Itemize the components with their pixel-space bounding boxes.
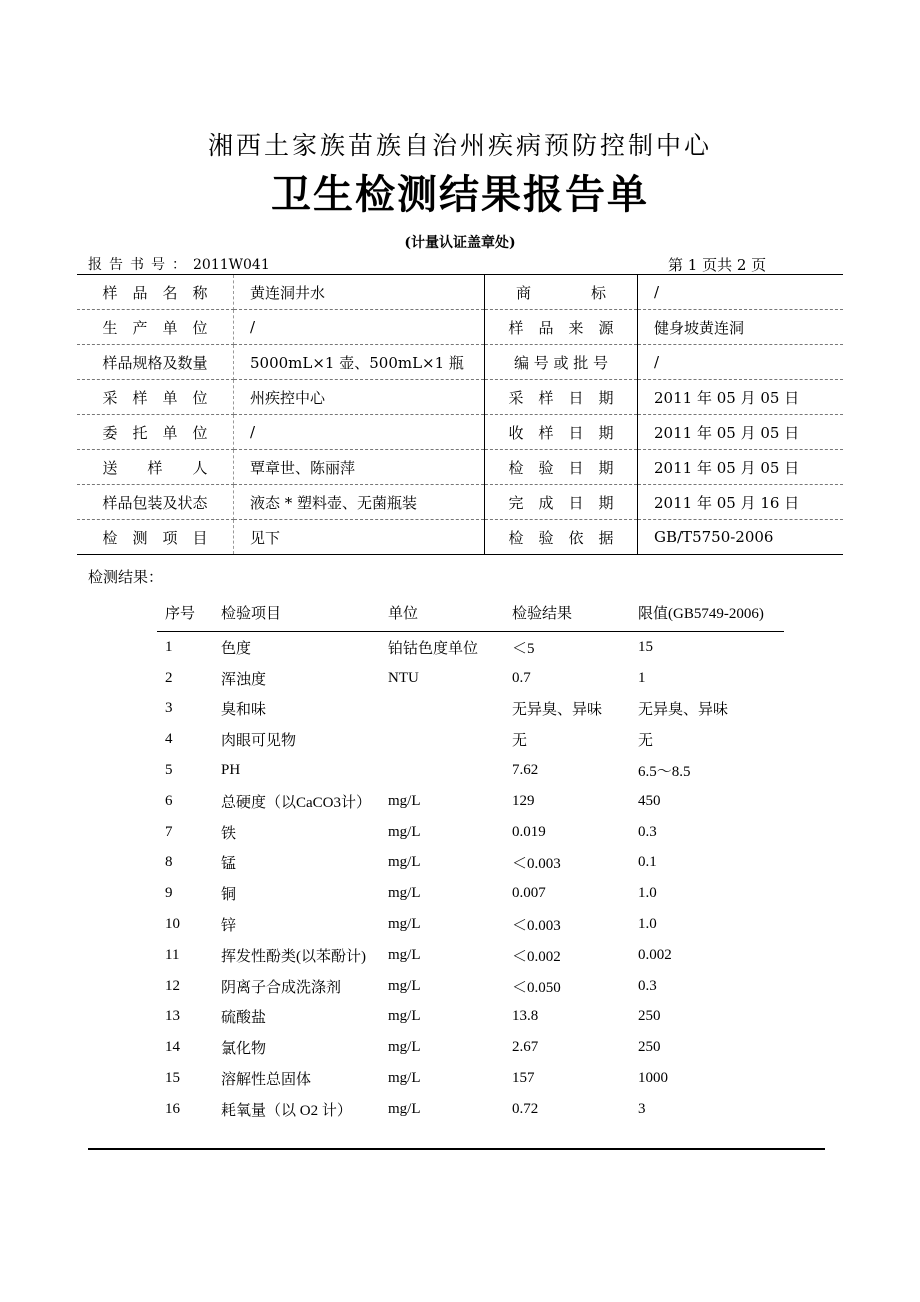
- info-value: 健身坡黄连洞: [638, 310, 844, 345]
- info-value: 液态 * 塑料壶、无菌瓶装: [234, 485, 485, 520]
- result-limit: 3: [638, 1100, 646, 1117]
- result-unit: mg/L: [388, 823, 421, 840]
- info-label: 样品规格及数量: [77, 345, 234, 380]
- report-title: 卫生检测结果报告单: [271, 171, 649, 218]
- result-limit: 无异臭、异味: [638, 702, 729, 719]
- info-value: 黄连洞井水: [234, 275, 485, 310]
- result-no: 14: [165, 1039, 180, 1056]
- report-number-line: [88, 254, 270, 274]
- col-header-unit: 单位: [388, 594, 512, 632]
- result-unit: [388, 755, 512, 786]
- results-label: 检测结果：: [88, 568, 164, 586]
- result-unit: mg/L: [388, 977, 421, 994]
- result-value: ＜5: [512, 640, 535, 657]
- result-row: [157, 663, 784, 694]
- result-limit: 250: [638, 1008, 661, 1025]
- result-no: 11: [165, 946, 180, 963]
- result-no: 9: [165, 885, 173, 902]
- result-no: 8: [165, 854, 173, 871]
- result-limit: 1000: [638, 1070, 668, 1087]
- result-no: 10: [165, 916, 180, 933]
- info-label: 委 托 单 位: [77, 415, 234, 450]
- result-no: 7: [165, 823, 173, 840]
- result-limit: 0.002: [638, 946, 672, 963]
- info-label: 检 验 依 据: [485, 520, 638, 555]
- result-value: 13.8: [512, 1008, 539, 1025]
- result-limit: 15: [638, 638, 653, 655]
- result-no: 2: [165, 669, 173, 686]
- result-value: 无异臭、异味: [512, 702, 603, 719]
- info-value: /: [234, 415, 485, 450]
- result-unit: mg/L: [388, 1100, 421, 1117]
- info-label: 样 品 来 源: [485, 310, 638, 345]
- result-row: [157, 694, 784, 725]
- result-unit: [388, 724, 512, 755]
- info-row: [77, 345, 843, 380]
- info-label: 收 样 日 期: [485, 415, 638, 450]
- report-number: 2011W041: [193, 257, 270, 273]
- info-value: GB/T5750-2006: [638, 520, 844, 555]
- info-value: 州疾控中心: [234, 380, 485, 415]
- result-item: 阴离子合成洗涤剂: [221, 979, 342, 996]
- info-row: [77, 415, 843, 450]
- result-value: 无: [512, 733, 528, 750]
- info-value: /: [638, 345, 844, 380]
- info-value: 2011 年 05 月 16 日: [638, 485, 844, 520]
- info-value: 2011 年 05 月 05 日: [638, 380, 844, 415]
- info-value: /: [234, 310, 485, 345]
- result-item: 锌: [221, 918, 237, 935]
- info-value: 5000mL×1 壶、500mL×1 瓶: [234, 345, 485, 380]
- info-label: 生 产 单 位: [77, 310, 234, 345]
- result-unit: mg/L: [388, 916, 421, 933]
- result-no: 6: [165, 792, 173, 809]
- sample-info-table: [77, 274, 843, 555]
- result-no: 1: [165, 638, 173, 655]
- info-label: 送 样 人: [77, 450, 234, 485]
- organization-name: 湘西土家族苗族自治州疾病预防控制中心: [207, 131, 712, 160]
- result-row: [157, 848, 784, 879]
- result-item: 铁: [221, 825, 237, 842]
- result-unit: mg/L: [388, 885, 421, 902]
- result-item: 肉眼可见物: [221, 733, 297, 750]
- result-no: 4: [165, 731, 173, 748]
- result-unit: mg/L: [388, 792, 421, 809]
- result-no: 12: [165, 977, 180, 994]
- result-row: [157, 786, 784, 817]
- result-value: 129: [512, 792, 535, 809]
- result-row: [157, 971, 784, 1002]
- result-no: 13: [165, 1008, 180, 1025]
- info-label: 采 样 单 位: [77, 380, 234, 415]
- result-value: 157: [512, 1070, 535, 1087]
- result-unit: mg/L: [388, 1070, 421, 1087]
- result-row: [157, 909, 784, 940]
- result-row: [157, 940, 784, 971]
- result-limit: 1: [638, 669, 646, 686]
- info-row: [77, 380, 843, 415]
- result-row: [157, 724, 784, 755]
- result-limit: 6.5～8.5: [638, 764, 691, 781]
- result-item: 硫酸盐: [221, 1010, 267, 1027]
- report-number-label: 报告书号：: [88, 257, 193, 273]
- result-item: PH: [221, 762, 241, 779]
- result-item: 臭和味: [221, 702, 267, 719]
- info-value: 2011 年 05 月 05 日: [638, 450, 844, 485]
- result-value: 0.007: [512, 885, 546, 902]
- result-unit: mg/L: [388, 1008, 421, 1025]
- result-item: 耗氧量（以 O2 计）: [221, 1102, 352, 1119]
- result-unit: 铂钴色度单位: [388, 640, 479, 657]
- info-value: /: [638, 275, 844, 310]
- result-item: 铜: [221, 887, 237, 904]
- result-item: 氯化物: [221, 1041, 267, 1058]
- result-value: 0.019: [512, 823, 546, 840]
- result-value: 7.62: [512, 762, 539, 779]
- result-unit: mg/L: [388, 1039, 421, 1056]
- result-limit: 250: [638, 1039, 661, 1056]
- result-row: [157, 1002, 784, 1033]
- info-row: [77, 310, 843, 345]
- result-value: 0.72: [512, 1100, 539, 1117]
- result-no: 5: [165, 762, 173, 779]
- result-item: 挥发性酚类(以苯酚计): [221, 948, 366, 965]
- seal-note: (计量认证盖章处): [404, 235, 516, 251]
- result-item: 锰: [221, 856, 237, 873]
- result-limit: 无: [638, 733, 654, 750]
- result-row: [157, 817, 784, 848]
- results-header-row: [157, 594, 784, 632]
- result-limit: 1.0: [638, 885, 657, 902]
- result-limit: 0.3: [638, 823, 657, 840]
- result-unit: [388, 694, 512, 725]
- info-label: 检 测 项 目: [77, 520, 234, 555]
- info-label: 检 验 日 期: [485, 450, 638, 485]
- result-limit: 0.1: [638, 854, 657, 871]
- result-no: 15: [165, 1070, 180, 1087]
- result-row: [157, 1063, 784, 1094]
- info-label: 完 成 日 期: [485, 485, 638, 520]
- result-row: [157, 1032, 784, 1063]
- result-value: ＜0.003: [512, 856, 561, 873]
- info-label: 样品包装及状态: [77, 485, 234, 520]
- result-row: [157, 755, 784, 786]
- result-unit: NTU: [388, 669, 419, 686]
- result-item: 总硬度（以CaCO3计）: [221, 794, 372, 811]
- result-value: ＜0.050: [512, 979, 561, 996]
- result-item: 溶解性总固体: [221, 1072, 312, 1089]
- info-label: 样 品 名 称: [77, 275, 234, 310]
- info-value: 2011 年 05 月 05 日: [638, 415, 844, 450]
- info-row: [77, 520, 843, 555]
- col-header-item: 检验项目: [221, 594, 388, 632]
- result-value: 0.7: [512, 669, 531, 686]
- info-row: [77, 485, 843, 520]
- results-table: [157, 594, 784, 1125]
- result-limit: 1.0: [638, 916, 657, 933]
- result-row: [157, 1094, 784, 1125]
- col-header-no: 序号: [157, 594, 221, 632]
- info-value: 覃章世、陈丽萍: [234, 450, 485, 485]
- info-label: 编 号 或 批 号: [485, 345, 638, 380]
- result-value: 2.67: [512, 1039, 539, 1056]
- result-row: [157, 632, 784, 663]
- page-info: 第 1 页共 2 页: [668, 256, 767, 274]
- col-header-result: 检验结果: [512, 594, 638, 632]
- result-no: 3: [165, 700, 173, 717]
- info-row: [77, 275, 843, 310]
- result-unit: mg/L: [388, 854, 421, 871]
- result-row: [157, 878, 784, 909]
- result-limit: 450: [638, 792, 661, 809]
- info-label: 采 样 日 期: [485, 380, 638, 415]
- result-item: 浑浊度: [221, 671, 267, 688]
- col-header-limit: 限值(GB5749-2006): [638, 594, 784, 632]
- bottom-divider: [88, 1148, 825, 1150]
- info-row: [77, 450, 843, 485]
- info-label: 商 标: [485, 275, 638, 310]
- result-limit: 0.3: [638, 977, 657, 994]
- result-unit: mg/L: [388, 946, 421, 963]
- result-item: 色度: [221, 640, 252, 657]
- result-value: ＜0.002: [512, 948, 561, 965]
- result-no: 16: [165, 1100, 180, 1117]
- result-value: ＜0.003: [512, 918, 561, 935]
- info-value: 见下: [234, 520, 485, 555]
